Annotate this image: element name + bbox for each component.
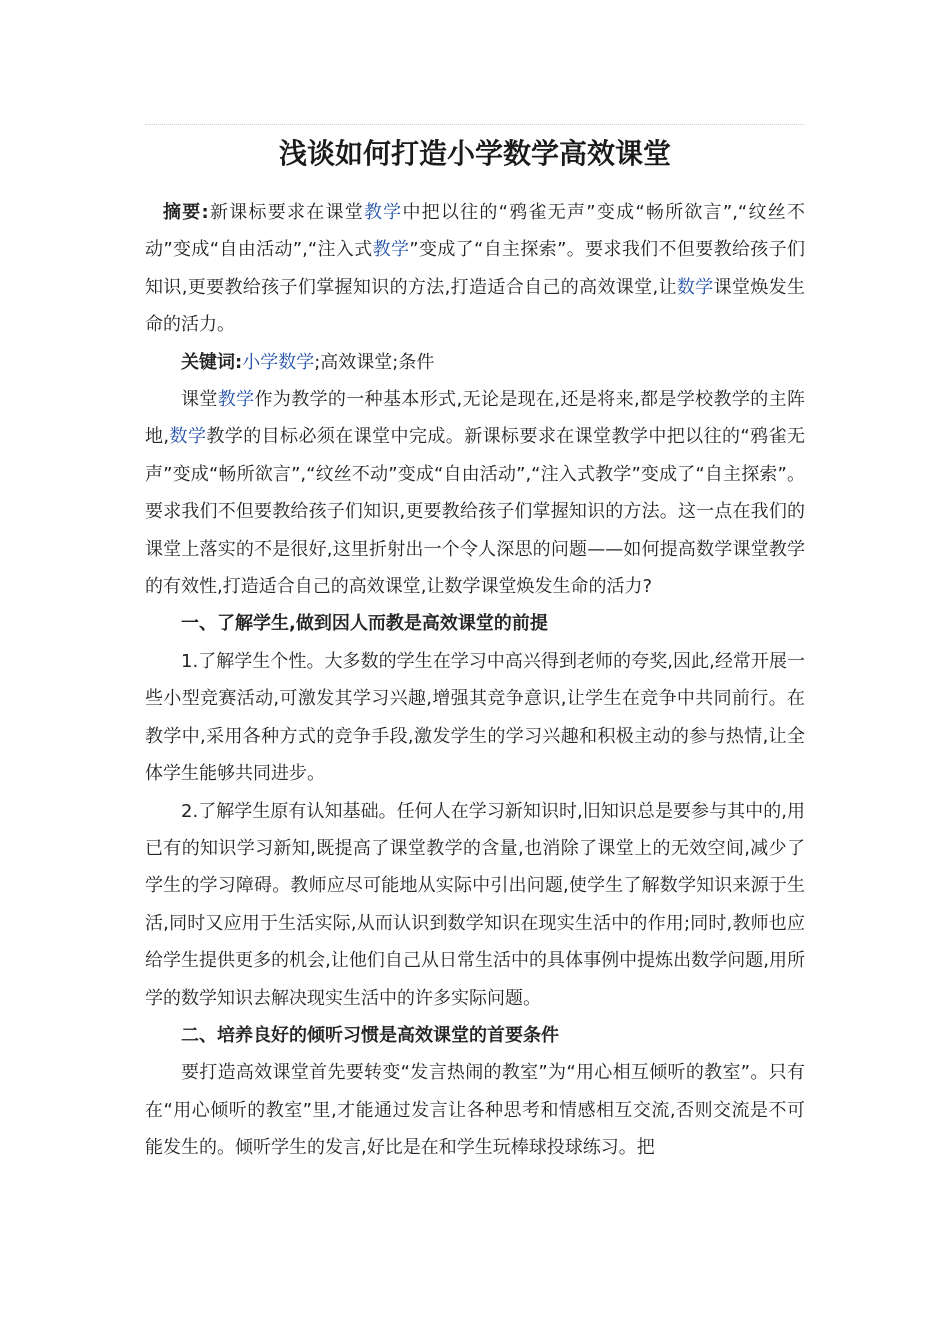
abstract-paragraph <box>145 194 805 344</box>
keywords-label: 关键词: <box>181 351 243 373</box>
intro-text: 教学的目标必须在课堂中完成。新课标要求在课堂教学中把以往的“鸦雀无声”变成“畅所欲言”,“纹丝不动”变成“自由活动”,“注入式教学”变成了“自主探索”。要求我们不但要教给孩子们知识,更要教给孩子们掌握知识的方法。这一点在我们的课堂上落实的不是很好,这里折射出一个令人深思的问题——如何提高数学课堂教学的有效性,打造适合自己的高效课堂,让数学课堂焕发生命的活力? <box>145 426 805 598</box>
abstract-text: 新课标要求在课堂 <box>208 202 364 223</box>
abstract-text: 中把以往的“鸦雀无声”变成“畅所欲言”,“纹丝不动”变成“自由活动”,“注入式 <box>145 202 805 261</box>
link-jiaoxue[interactable]: 教学 <box>217 389 255 411</box>
section2-paragraph-1: 要打造高效课堂首先要转变“发言热闹的教室”为“用心相互倾听的教室”。只有在“用心倾听的教室”里,才能通过发言让各种思考和情感相互交流,否则交流是不可能发生的。倾听学生的发言,好比是在和学生玩棒球投球练习。把 <box>145 1062 805 1159</box>
section1-paragraph-1: 1.了解学生个性。大多数的学生在学习中高兴得到老师的夸奖,因此,经常开展一些小型竞赛活动,可激发其学习兴趣,增强其竞争意识,让学生在竞争中共同前行。在教学中,采用各种方式的竞争手段,激发学生的学习兴趣和积极主动的参与热情,让全体学生能够共同进步。 <box>145 650 805 785</box>
keywords-text: ;高效课堂;条件 <box>314 351 435 373</box>
link-jiaoxue[interactable]: 教学 <box>363 202 403 223</box>
abstract-label: 摘要: <box>163 202 209 223</box>
keywords-paragraph <box>145 344 805 381</box>
link-jiaoxue[interactable]: 教学 <box>372 239 410 261</box>
link-shuxue[interactable]: 数学 <box>169 426 207 448</box>
document-title: 浅谈如何打造小学数学高效课堂 <box>278 137 671 170</box>
abstract-text: 课堂焕发生命的活力。 <box>145 276 806 336</box>
link-shuxue[interactable]: 数学 <box>676 276 714 298</box>
intro-text: 作为教学的一种基本形式,无论是现在,还是将来,都是学校教学的主阵地, <box>145 389 805 448</box>
section-heading-2: 二、培养良好的倾听习惯是高效课堂的首要条件 <box>181 1024 559 1046</box>
section1-paragraph-2: 2.了解学生原有认知基础。任何人在学习新知识时,旧知识总是要参与其中的,用已有的知识学习新知,既提高了课堂教学的含量,也消除了课堂上的无效空间,减少了学生的学习障碍。教师应尽可能地从实际中引出问题,使学生了解数学知识来源于生活,同时又应用于生活实际,从而认识到数学知识在现实生活中的作用;同时,教师也应给学生提供更多的机会,让他们自己从日常生活中的具体事例中提炼出数学问题,用所学的数学知识去解决现实生活中的许多实际问题。 <box>145 800 805 1009</box>
intro-text: 课堂 <box>181 389 218 411</box>
section-heading-1: 一、了解学生,做到因人而教是高效课堂的前提 <box>181 613 548 635</box>
abstract-text: ”变成了“自主探索”。要求我们不但要教给孩子们知识,更要教给孩子们掌握知识的方法,打造适合自己的高效课堂,让 <box>145 239 805 298</box>
top-divider <box>145 124 805 125</box>
link-xiaoxue-shuxue[interactable]: 小学数学 <box>242 351 315 373</box>
document-body <box>145 194 805 1167</box>
intro-paragraph <box>145 381 805 605</box>
